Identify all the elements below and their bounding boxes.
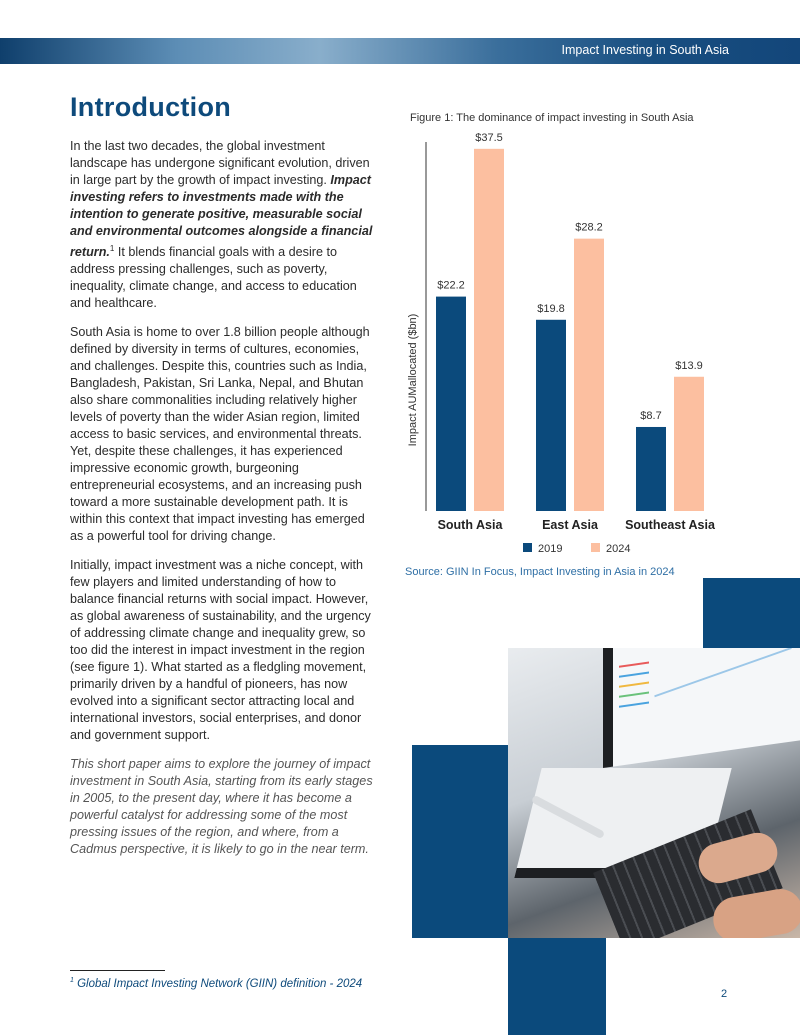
bar-2024-southeast-asia — [674, 377, 704, 511]
footnote-ref[interactable]: 1 — [109, 244, 115, 253]
header-bar — [0, 38, 800, 64]
data-label: $8.7 — [640, 409, 662, 422]
decorative-block — [412, 745, 508, 938]
bar-2019-south-asia — [436, 297, 466, 511]
header-title: Impact Investing in South Asia — [561, 43, 729, 57]
page-title: Introduction — [70, 92, 232, 122]
legend-swatch-2019 — [523, 543, 532, 552]
legend-label-2024: 2024 — [606, 543, 631, 555]
bar-2019-east-asia — [536, 320, 566, 511]
footnote-number: 1 — [70, 977, 74, 984]
figure-source: Source: GIIN In Focus, Impact Investing in Asia in 2024 — [405, 566, 675, 578]
category-label: Southeast Asia — [625, 518, 715, 532]
bar-2024-east-asia — [574, 239, 604, 511]
data-label: $22.2 — [437, 279, 465, 292]
decorative-block — [508, 938, 606, 1035]
y-axis-label: Impact AUMallocated ($bn) — [407, 313, 419, 447]
legend-label-2019: 2019 — [538, 543, 563, 555]
paragraph-1-lead: In the last two decades, the global investment landscape has undergone significant evolution, driven in large part by the growth of impact investing. — [70, 139, 370, 187]
bars-group — [436, 132, 704, 511]
paragraph-2: South Asia is home to over 1.8 billion people although defined by diversity in terms of cultures, economies, and challenges. Despite this, countries such as India, Bangladesh, Pakistan, Sri Lanka, Nepal, and Bhutan also share commonalities including relatively higher levels of poverty than the wider Asian region, limited access to basic services, and environmental threats. Yet, despite these challenges, it has experienced impressive economic growth, burgeoning entrepreneurial ecosystems, and an increasing push toward a more sustainable development path. It is within this context that impact investing has emerged as a powerful tool for driving change. — [70, 325, 370, 544]
category-label: East Asia — [542, 518, 598, 532]
bar-chart — [400, 130, 730, 560]
decorative-block — [605, 578, 703, 646]
footnote-text: Global Impact Investing Network (GIIN) definition - 2024 — [73, 977, 363, 990]
legend-swatch-2024 — [591, 543, 600, 552]
footnote — [70, 977, 362, 990]
bar-2024-south-asia — [474, 149, 504, 511]
legend — [523, 543, 630, 555]
decorative-block — [703, 578, 800, 648]
data-label: $28.2 — [575, 221, 603, 234]
footnote-divider — [70, 970, 165, 971]
tablet-screen — [603, 648, 800, 768]
paragraph-4: This short paper aims to explore the journey of impact investment in South Asia, starting from its early stages in 2005, to the present day, where it has become a powerful catalyst for addressing some of the most pressing issues of the region, and where, from a Cadmus perspective, it is likely to go in the near term. — [70, 757, 373, 857]
data-label: $13.9 — [675, 359, 703, 372]
page-number: 2 — [721, 988, 728, 1000]
tablet-keyboard-photo — [508, 648, 800, 938]
body-text — [70, 138, 380, 870]
category-labels — [438, 518, 716, 532]
bar-2019-southeast-asia — [636, 427, 666, 511]
paragraph-1-tail: It blends financial goals with a desire to address pressing challenges, such as poverty, inequality, climate change, and access to education and healthcare. — [70, 245, 357, 311]
figure-caption: Figure 1: The dominance of impact investing in South Asia — [410, 112, 694, 124]
paragraph-3: Initially, impact investment was a niche concept, with few players and limited understanding of how to balance financial returns with social impact. However, as global awareness of sustainability, and the urgency of addressing climate change and inequality grew, so too did the interest in impact investment in the region (see figure 1). What started as a fledgling movement, primarily driven by a handful of pioneers, has now evolved into a significant sector attracting local and international investors, social enterprises, and donor and government support. — [70, 558, 371, 743]
data-label: $19.8 — [537, 302, 565, 315]
data-label: $37.5 — [475, 131, 503, 144]
impact-investing-definition: Impact investing refers to investments made with the intention to generate positive, measurable social and environmental outcomes alongside a financial return. — [70, 173, 373, 260]
category-label: South Asia — [437, 518, 503, 532]
paragraph-1 — [70, 138, 380, 312]
